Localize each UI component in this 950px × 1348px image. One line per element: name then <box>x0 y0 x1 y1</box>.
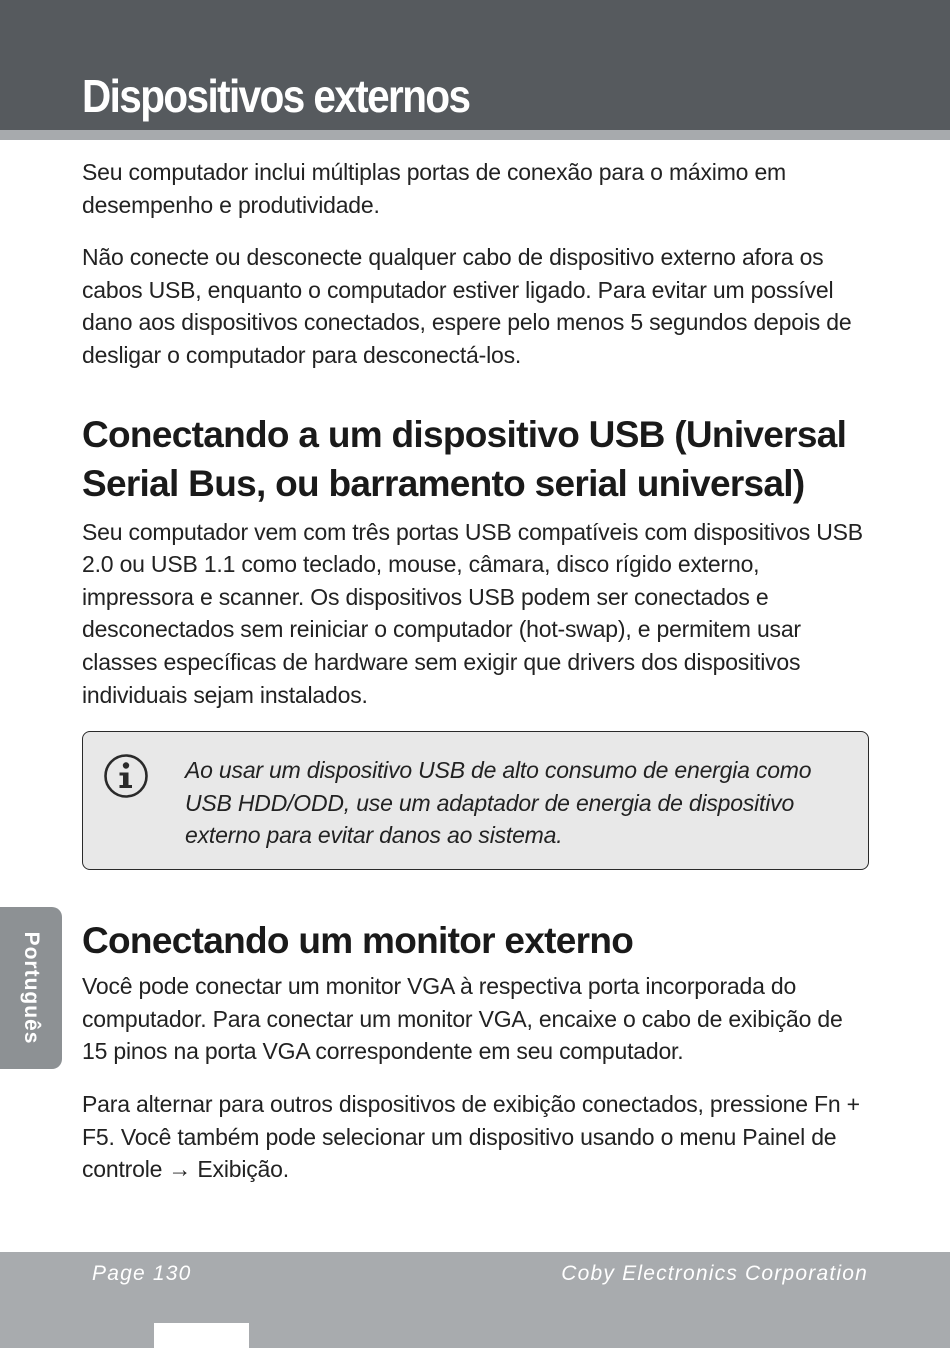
intro-paragraph-1: Seu computador inclui múltiplas portas de conexão para o máximo em desempenho e produtividade. <box>82 159 787 218</box>
footer <box>0 1252 950 1348</box>
page-title: Dispositivos externos <box>82 70 470 122</box>
usb-section-heading: Conectando a um dispositivo USB (Universal Serial Bus, ou barramento serial universal) <box>82 413 847 504</box>
monitor-paragraph-1: Você pode conectar um monitor VGA à respectiva porta incorporada do computador. Para conectar um monitor VGA, encaixe o cabo de exibição de 15 pinos na porta VGA correspondente em seu computador. <box>82 973 843 1065</box>
monitor-paragraph-2: Para alternar para outros dispositivos de exibição conectados, pressione Fn + F5. Você também pode selecionar um dispositivo usando o menu Painel de controle → Exibição. <box>82 1090 860 1183</box>
language-tab <box>0 907 62 1069</box>
note-box <box>82 731 869 870</box>
note-text: Ao usar um dispositivo USB de alto consumo de energia como USB HDD/ODD, use um adaptador de energia de dispositivo externo para evitar danos ao sistema. <box>185 757 812 849</box>
header-stripe <box>0 130 950 140</box>
footer-company: Coby Electronics Corporation <box>561 1262 868 1285</box>
footer-page-number: Page 130 <box>92 1262 192 1285</box>
usb-section-body: Seu computador vem com três portas USB compatíveis com dispositivos USB 2.0 ou USB 1.1 como teclado, mouse, câmara, disco rígido externo, impressora e scanner. Os dispositivos USB podem ser conectados e desconectados sem reiniciar o computador (hot-swap), e permitem usar classes específicas de hardware sem exigir que drivers dos dispositivos individuais sejam instalados. <box>82 518 863 708</box>
intro-paragraph-2: Não conecte ou desconecte qualquer cabo de dispositivo externo afora os cabos USB, enquanto o computador estiver ligado. Para evitar um possível dano aos dispositivos conectados, espere pelo menos 5 segundos depois de desligar o computador para desconectá-los. <box>82 244 852 368</box>
footer-white-block <box>154 1323 249 1348</box>
main-content <box>82 156 872 1206</box>
language-tab-label: Português <box>20 931 43 1045</box>
monitor-section-heading: Conectando um monitor externo <box>82 920 634 962</box>
info-icon <box>103 753 149 799</box>
